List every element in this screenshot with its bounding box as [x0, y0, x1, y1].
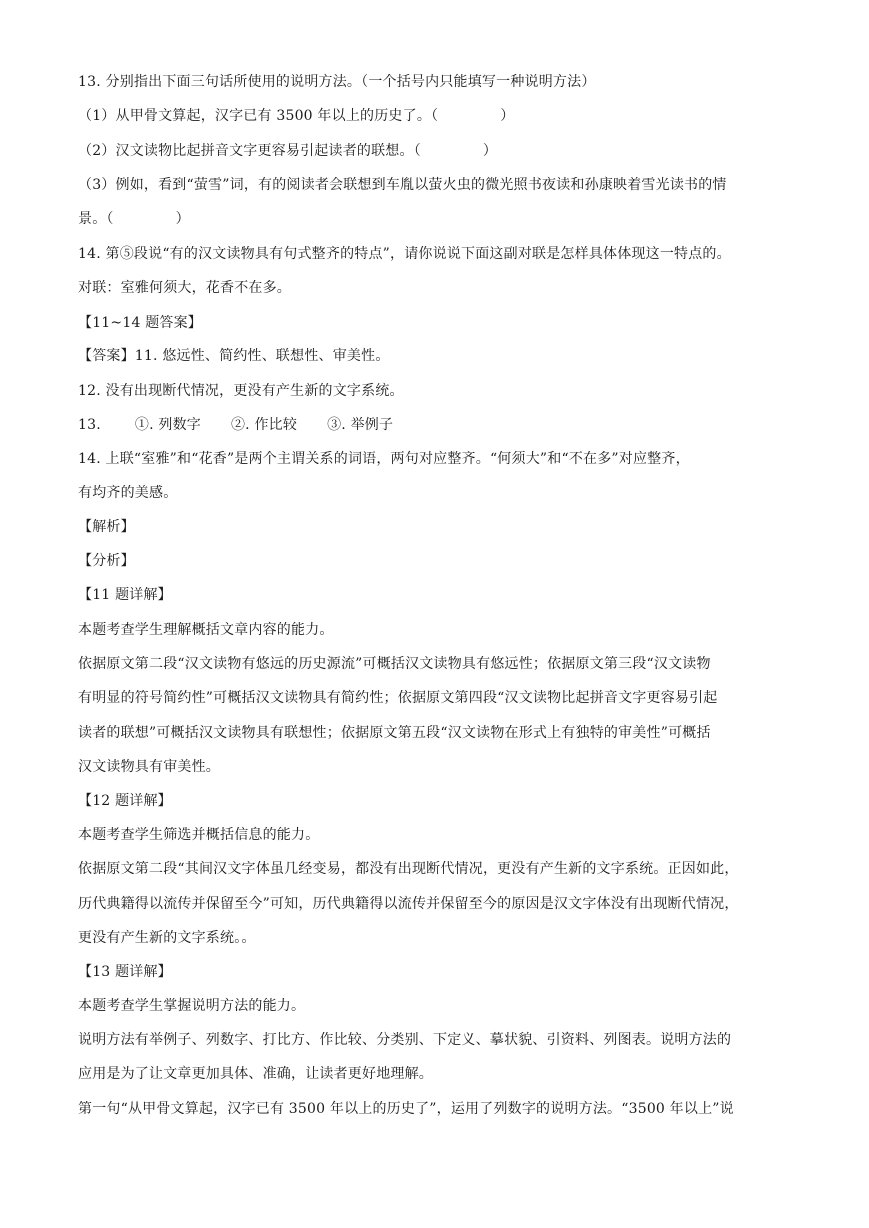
detail-12-line-1: 依据原文第二段“其间汉文字体虽几经变易，都没有出现断代情况，更没有产生新的文字系统。正因如此， [78, 861, 739, 877]
detail-13-line-2: 应用是为了让文章更加具体、准确，让读者更好地理解。 [78, 1066, 433, 1082]
detail-11-line-2: 有明显的符号简约性”可概括汉文读物具有简约性；依据原文第四段“汉文读物比起拼音文字更容易引起 [78, 690, 718, 706]
fenxi-header: 【分析】 [78, 553, 135, 569]
detail-11-line-4: 汉文读物具有审美性。 [78, 759, 220, 775]
answer-13 [78, 415, 393, 435]
detail-13-intro: 本题考查学生掌握说明方法的能力。 [78, 998, 306, 1014]
detail-12-intro: 本题考查学生筛选并概括信息的能力。 [78, 827, 320, 843]
q13-item-2 [78, 141, 497, 161]
answer-13-option-3: ③. 举例子 [327, 417, 394, 433]
q13-item-3-line-2 [78, 209, 190, 229]
q13-item-3-close: ） [175, 211, 190, 227]
detail-12-header: 【12 题详解】 [78, 793, 172, 809]
answer-14-line-2: 有均齐的美感。 [78, 485, 178, 501]
detail-11-line-3: 读者的联想”可概括汉文读物具有联想性；依据原文第五段“汉文读物在形式上有独特的审美性”可概括 [78, 725, 711, 741]
q13-item-1-text: （1）从甲骨文算起，汉字已有 3500 年以上的历史了。（ [78, 108, 439, 124]
answer-11: 【答案】11. 悠远性、简约性、联想性、审美性。 [78, 348, 390, 364]
q13-item-1 [78, 106, 514, 126]
detail-11-header: 【11 题详解】 [78, 587, 172, 603]
q13-item-3-line-1: （3）例如，看到“萤雪”词，有的阅读者会联想到车胤以萤火虫的微光照书夜读和孙康映着雪光读书的情 [78, 177, 727, 193]
answer-12: 12. 没有出现断代情况，更没有产生新的文字系统。 [78, 383, 404, 399]
detail-11-line-1: 依据原文第二段“汉文读物有悠远的历史源流”可概括汉文读物具有悠远性；依据原文第三段“汉文读物 [78, 656, 711, 672]
q13-item-2-close: ） [482, 143, 498, 159]
answers-header: 【11~14 题答案】 [78, 315, 203, 331]
detail-13-line-3: 第一句“从甲骨文算起，汉字已有 3500 年以上的历史了”，运用了列数字的说明方法。“3500 年以上”说 [78, 1101, 734, 1117]
q14-stem: 14. 第⑤段说“有的汉文读物具有句式整齐的特点”，请你说说下面这副对联是怎样具体体现这一特点的。 [78, 246, 731, 262]
answer-13-option-1: ①. 列数字 [134, 417, 201, 433]
answer-14-line-1: 14. 上联“室雅”和“花香”是两个主谓关系的词语，两句对应整齐。“何须大”和“不在多”对应整齐， [78, 451, 690, 467]
q13-item-2-text: （2）汉文读物比起拼音文字更容易引起读者的联想。（ [78, 143, 421, 159]
q13-stem: 13. 分别指出下面三句话所使用的说明方法。（一个括号内只能填写一种说明方法） [78, 74, 596, 90]
q13-item-1-close: ） [500, 108, 515, 124]
answer-13-option-2: ②. 作比较 [230, 417, 298, 433]
detail-11-intro: 本题考查学生理解概括文章内容的能力。 [78, 622, 334, 638]
detail-12-line-3: 更没有产生新的文字系统。。 [78, 930, 256, 946]
detail-13-header: 【13 题详解】 [78, 964, 172, 980]
detail-12-line-2: 历代典籍得以流传并保留至今”可知，历代典籍得以流传并保留至今的原因是汉文字体没有出现断代情况， [78, 896, 739, 912]
q14-couplet: 对联：室雅何须大，花香不在多。 [78, 280, 291, 296]
detail-13-line-1: 说明方法有举例子、列数字、打比方、作比较、分类别、下定义、摹状貌、引资料、列图表。说明方法的 [78, 1032, 732, 1048]
q13-item-3-text: 景。（ [78, 211, 114, 227]
analysis-header: 【解析】 [78, 519, 135, 535]
answer-13-number: 13. [78, 417, 101, 433]
